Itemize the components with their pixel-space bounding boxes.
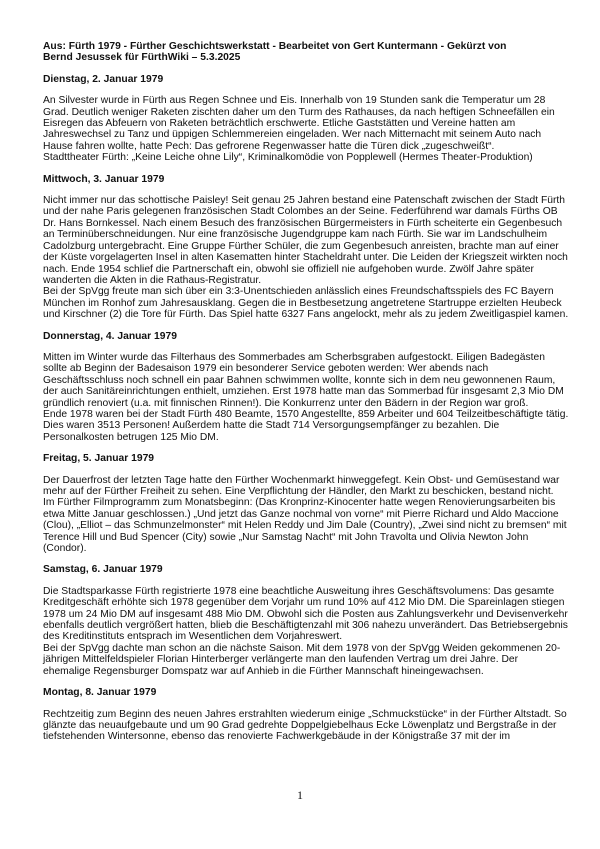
entry-body <box>43 352 583 443</box>
entry-body <box>43 195 583 320</box>
body-line: Nicht immer nur das schottische Paisley! Seit genau 25 Jahren bestand eine Patenschaft zwischen der Stadt Fürth <box>43 195 565 207</box>
diary-entry <box>43 564 583 677</box>
body-line: der auch Sanitäreinrichtungen enthielt, umziehen. Erst 1978 hatte man das Sommerbad für insgesamt 2,3 Mio DM <box>43 386 564 398</box>
diary-entry <box>43 331 583 444</box>
body-line: Grad. Deutlich weniger Raketen zischten daher um den Turm des Rathauses, da nach heftigen Schneefällen ein <box>43 106 555 118</box>
body-line: tiefstehenden Wintersonne, ebenso das renovierte Fachwerkgebäude in der Königstraße 37 mit der im <box>43 731 511 743</box>
body-line: Im Fürther Filmprogramm zum Monatsbeginn: (Das Kronprinz-Kinocenter hatte wegen Renovierungsarbeiten bis <box>43 497 556 509</box>
body-line: Mitten im Winter wurde das Filterhaus des Sommerbades am Scherbsgraben aufgestockt. Eiligen Badegästen <box>43 351 545 363</box>
entry-body <box>43 475 583 555</box>
body-line: Terence Hill und Bud Spencer (City) sowie „Nur Samstag Nacht“ mit John Travolta und Olivia Newton John <box>43 531 529 543</box>
body-line: und der nahe Paris gelegenen französischen Stadt Colombes an der Seine. Federführend war damals Fürths OB <box>43 206 558 218</box>
body-line: An Silvester wurde in Fürth aus Regen Schnee und Eis. Innerhalb von 19 Stunden sank die Temperatur um 28 <box>43 95 546 107</box>
body-line: der Küste vorgelagerten Insel in alten Kasematten hinter Stacheldraht unter. Die Leiden der Kriegszeit wirkten noch <box>43 252 568 264</box>
body-line: Personalkosten betrugen 125 Mio DM. <box>43 431 219 443</box>
body-line: (Clou), „Elliot – das Schmunzelmonster“ mit Helen Reddy und Jim Dale (Country), „Zwei sind nicht zu bremsen“ mit <box>43 520 567 532</box>
body-line: glänzte das neuaufgebaute und um 90 Grad gedrehte Doppelgiebelhaus Ecke Löwenplatz und Bergstraße in der <box>43 719 557 731</box>
entry-date-heading: Mittwoch, 3. Januar 1979 <box>43 173 165 185</box>
body-line: ehemalige Regensburger Domspatz war auf Anhieb in die Fürther Mannschaft hineingewachsen. <box>43 665 484 677</box>
diary-entry <box>43 74 583 164</box>
entry-date-heading: Montag, 8. Januar 1979 <box>43 687 157 699</box>
diary-entry <box>43 174 583 321</box>
body-line: ebenfalls deutlich vergrößert hatten, blieb die Beschäftigtenzahl mit 306 nahezu unverändert. Das Betriebsergebnis <box>43 620 568 632</box>
body-line: nach. Ende 1954 schlief die Partnerschaft ein, obwohl sie offiziell nie aufgehoben wurde. Zwölf Jahre später <box>43 263 534 275</box>
body-line: gründlich renoviert (u.a. mit finnischen Rinnen!). Die Konkurrenz unter den Bädern in der Region war groß. <box>43 397 529 409</box>
body-line: an Terminüberschneidungen. Nur eine französische Jugendgruppe kam nach Fürth. Sie war im Landschulheim <box>43 229 548 241</box>
diary-entry <box>43 687 583 743</box>
body-line: wanderten die Akten in die Rathaus-Registratur. <box>43 274 262 286</box>
header-line: Aus: Fürth 1979 - Fürther Geschichtswerkstatt - Bearbeitet von Gert Kuntermann - Gekürzt von <box>43 41 507 52</box>
body-line: Kreditgeschäft erhöhte sich 1978 gegenüber dem Vorjahr um rund 10% auf 412 Mio DM. Die Spareinlagen stiegen <box>43 597 565 609</box>
body-line: 1978 um 24 Mio DM auf insgesamt 488 Mio DM. Obwohl sich die Posten aus Zahlungsverkehr und Devisenverkehr <box>43 608 568 620</box>
body-line: Eisregen das Abfeuern von Raketen beträchtlich erschwerte. Etliche Gaststätten und Vereine hatten am <box>43 118 516 130</box>
diary-entry <box>43 453 583 554</box>
entry-body <box>43 586 583 677</box>
body-line: Der Dauerfrost der letzten Tage hatte den Fürther Wochenmarkt hinweggefegt. Kein Obst- und Gemüsestand war <box>43 474 560 486</box>
body-line: Hause fahren wollte, hatte Pech: Das gefrorene Regenwasser hatte die Türen dick „zugeschweißt“. <box>43 140 495 152</box>
body-line: sollte ab Beginn der Badesaison 1979 ein besonderer Service geboten werden: Wer abends nach <box>43 363 489 375</box>
body-line: Dies waren 3513 Personen! Außerdem hatte die Stadt 714 Versorgungsempfänger zu bezahlen. Die <box>43 420 500 432</box>
body-line: Bei der SpVgg dachte man schon an die nächste Saison. Mit dem 1978 von der SpVgg Weiden gekommenen 20- <box>43 642 561 654</box>
body-line: des Kreditinstituts entsprach im Wesentlichen dem Vorjahreswert. <box>43 631 343 643</box>
body-line: (Condor). <box>43 543 87 555</box>
entry-body <box>43 95 583 163</box>
body-line: mehr auf der Fürther Freiheit zu sehen. Eine Verpflichtung der Händler, den Markt zu beschicken, bestand nicht. <box>43 486 554 497</box>
body-line: Cadolzburg untergebracht. Eine Gruppe Fürther Schüler, die zum Gegenbesuch anreisten, brachte man auf einer <box>43 240 559 252</box>
body-line: etwa Mitte Januar geschlossen.) „Und jetzt das Ganze nochmal von vorne“ mit Pierre Richard und Aldo Maccione <box>43 508 559 520</box>
entry-date-heading: Dienstag, 2. Januar 1979 <box>43 73 164 85</box>
entry-date-heading: Freitag, 5. Januar 1979 <box>43 453 155 465</box>
body-line: Jahreswechsel zu Tanz und üppigen Schlemmereien eingeladen. Wer nach Mitternacht mit seinem Auto nach <box>43 129 542 141</box>
body-line: Rechtzeitig zum Beginn des neuen Jahres erstrahlten wiederum einige „Schmuckstücke“ in der Fürther Altstadt. So <box>43 708 567 720</box>
body-line: und Kirschner (2) die Tore für Fürth. Das Spiel hatte 6327 Fans angelockt, mehr als zu jedem Zweitligaspiel kamen. <box>43 309 569 321</box>
body-line: Stadttheater Fürth: „Keine Leiche ohne Lily“, Kriminalkomödie von Popplewell (Hermes Theater-Produktion) <box>43 152 533 164</box>
entry-body <box>43 709 583 743</box>
entry-date-heading: Donnerstag, 4. Januar 1979 <box>43 330 177 342</box>
body-line: jährigen Mittelfeldspieler Florian Hinterberger verlängerte man den laufenden Vertrag um drei Jahre. Der <box>43 654 519 666</box>
body-line: Bei der SpVgg freute man sich über ein 3:3-Unentschieden anlässlich eines Freundschaftsspiels des FC Bayern <box>43 286 554 298</box>
body-line: Dr. Hans Bornkessel. Nach einem Besuch des französischen Bürgermeisters in Fürth scheiterte ein Gegenbesuch <box>43 217 563 229</box>
document-page <box>43 41 583 753</box>
body-line: München im Ronhof zum Jahresausklang. Gegen die in Bestbesetzung angetretene Startruppe erzielten Heubeck <box>43 297 562 309</box>
page-number: 1 <box>297 788 303 802</box>
body-line: Die Stadtsparkasse Fürth registrierte 1978 eine beachtliche Ausweitung ihres Geschäftsvolumens: Das gesamte <box>43 585 555 597</box>
header-line: Bernd Jesussek für FürthWiki – 5.3.2025 <box>43 52 241 64</box>
entry-date-heading: Samstag, 6. Januar 1979 <box>43 564 163 576</box>
body-line: Ende 1978 waren bei der Stadt Fürth 480 Beamte, 1570 Angestellte, 859 Arbeiter und 604 Teilzeitbeschäftigte tätig. <box>43 408 569 420</box>
document-header <box>43 41 583 64</box>
body-line: Geschäftsschluss noch schnell ein paar Bahnen schwimmen wollte, konnte sich in dem neu gewonnenen Raum, <box>43 374 556 386</box>
document-sections <box>43 74 583 743</box>
